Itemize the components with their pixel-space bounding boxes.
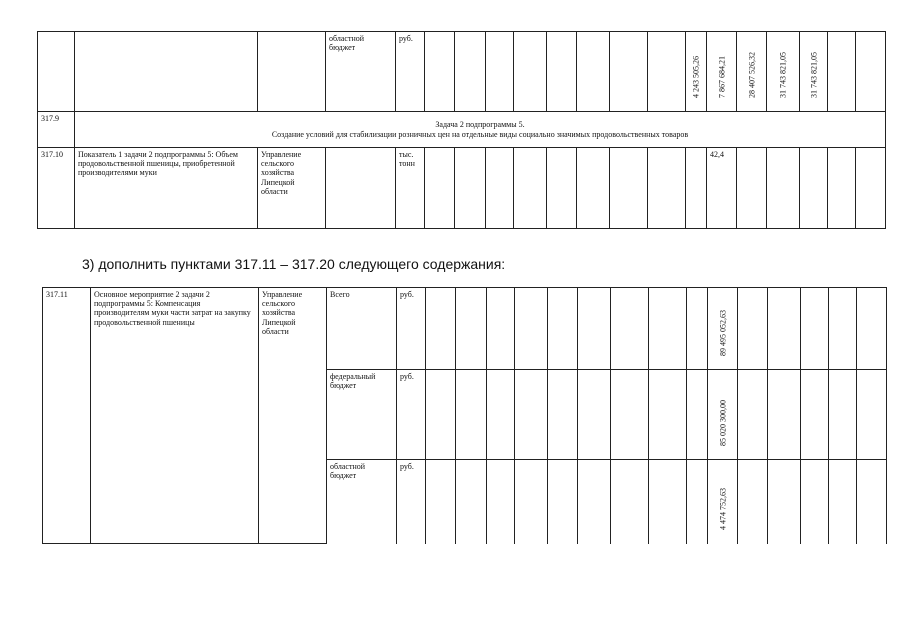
value-text: 85 020 300,00 — [717, 399, 727, 446]
cell-empty — [75, 32, 258, 112]
item-number: 317.10 — [38, 148, 75, 229]
funding-source: областной бюджет — [326, 32, 396, 112]
value-cell — [707, 32, 737, 112]
indicator-name: Показатель 1 задачи 2 подпрограммы 5: Объем продовольственной пшеницы, приобретенной производителями муки — [75, 148, 258, 229]
value-cell — [708, 370, 738, 460]
value-text: 4 243 505,26 — [691, 55, 701, 98]
funding-source: областной бюджет — [327, 460, 397, 544]
cell-empty — [258, 32, 326, 112]
table-row — [38, 32, 886, 112]
unit: руб. — [397, 288, 426, 370]
program-table-top — [37, 31, 886, 229]
program-table-bottom — [42, 287, 887, 544]
unit: тыс. тонн — [396, 148, 425, 229]
value-cell — [686, 32, 707, 112]
value-text: 28 407 526,32 — [746, 51, 756, 98]
executor: Управление сельского хозяйства Липецкой области — [259, 288, 327, 544]
indicator-value: 42,4 — [707, 148, 737, 229]
value-text: 7 867 684,21 — [716, 55, 726, 98]
task-heading — [75, 112, 886, 148]
amendment-instruction: 3) дополнить пунктами 317.11 – 317.20 следующего содержания: — [82, 256, 506, 272]
table-row — [38, 112, 886, 148]
table-row — [43, 288, 887, 370]
item-number: 317.9 — [38, 112, 75, 148]
task-title: Задача 2 подпрограммы 5. — [435, 120, 525, 130]
table-row — [38, 148, 886, 229]
value-cell — [708, 460, 738, 544]
unit: руб. — [396, 32, 425, 112]
unit: руб. — [397, 460, 426, 544]
value-cell — [767, 32, 800, 112]
activity-name: Основное мероприятие 2 задачи 2 подпрограммы 5: Компенсация производителям муки части затрат на закупку продовольственной пшеницы — [91, 288, 259, 544]
executor: Управление сельского хозяйства Липецкой области — [258, 148, 326, 229]
task-description: Создание условий для стабилизации розничных цен на отдельные виды социально значимых продовольственных товаров — [271, 129, 689, 139]
cell-empty — [38, 32, 75, 112]
value-cell — [800, 32, 828, 112]
value-text: 89 495 052,63 — [717, 309, 727, 356]
funding-source: федеральный бюджет — [327, 370, 397, 460]
value-cell — [737, 32, 767, 112]
value-cell — [708, 288, 738, 370]
value-text: 31 743 821,05 — [808, 51, 818, 98]
unit: руб. — [397, 370, 426, 460]
value-text: 31 743 821,05 — [778, 51, 788, 98]
value-text: 4 474 752,63 — [717, 488, 727, 531]
funding-source: Всего — [327, 288, 397, 370]
item-number: 317.11 — [43, 288, 91, 544]
